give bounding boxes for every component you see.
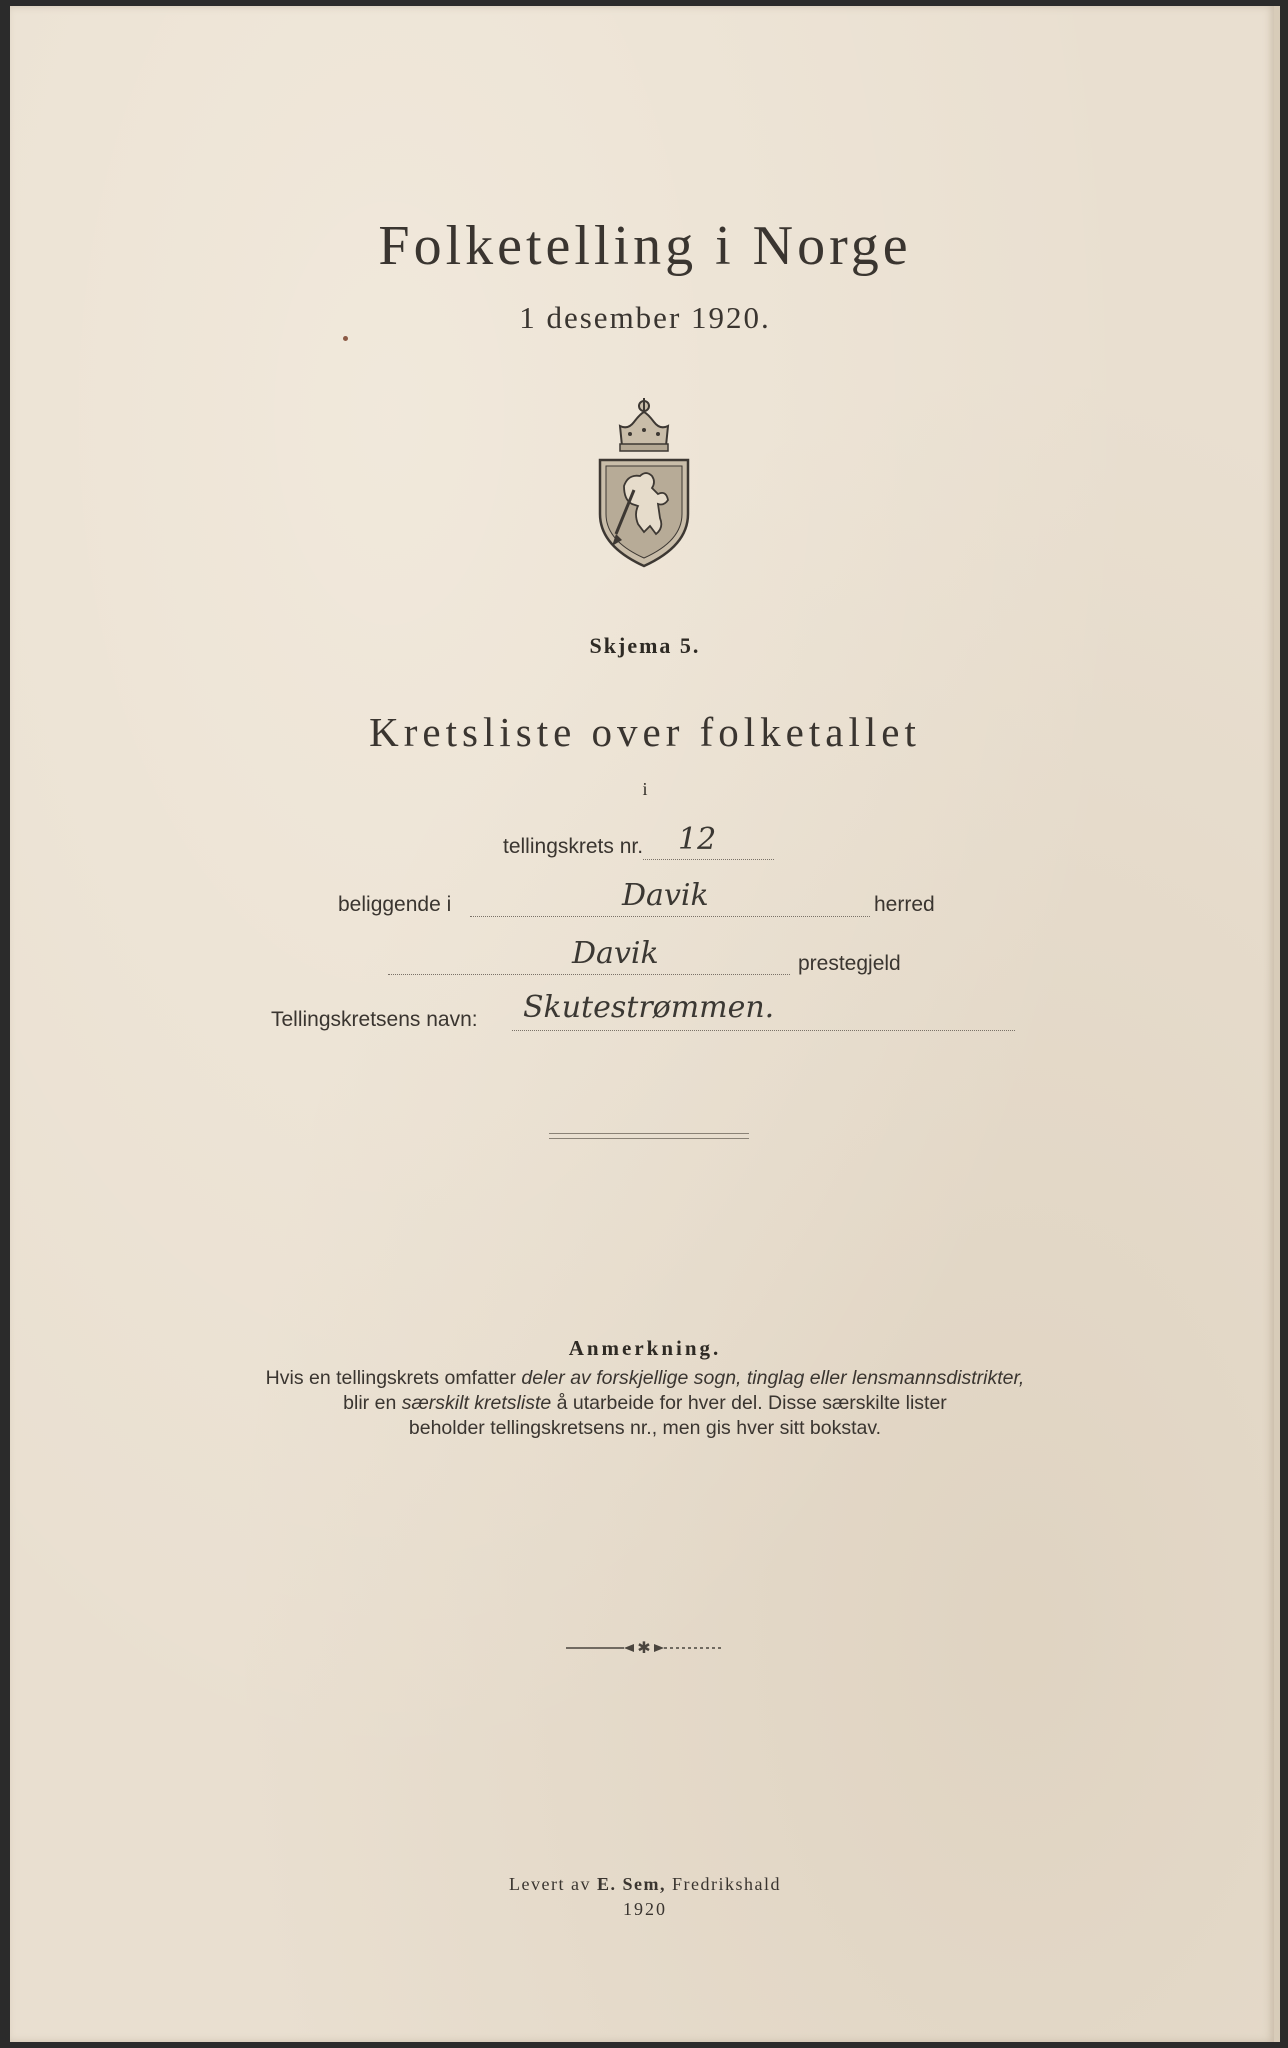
district-name-label: Tellingskretsens navn: (271, 1008, 478, 1031)
page-title: Folketelling i Norge (378, 215, 912, 277)
norwegian-coat-of-arms-icon (594, 394, 694, 570)
district-name-value: Skutestrømmen. (523, 990, 775, 1025)
form-heading: Kretsliste over folketallet (369, 709, 921, 755)
herred-label: herred (874, 893, 935, 916)
district-number-label: tellingskrets nr. (503, 835, 644, 858)
note-line-2: blir en særskilt kretsliste å utarbeide for hver del. Disse særskilte lister (343, 1392, 947, 1414)
district-name-line (512, 1030, 1015, 1031)
note-line-1: Hvis en tellingskrets omfatter deler av forskjellige sogn, tinglag eller lensmannsdistrikter, (265, 1367, 1025, 1389)
decorative-divider-icon (564, 1638, 724, 1658)
divider-rule (549, 1133, 749, 1134)
note-line-3: beholder tellingskretsens nr., men gis hver sitt bokstav. (408, 1417, 882, 1439)
district-number-value: 12 (678, 822, 717, 857)
schema-number: Skjema 5. (589, 633, 701, 658)
located-in-value: Davik (622, 878, 709, 913)
parish-value: Davik (572, 936, 659, 971)
paper-speck (343, 336, 348, 341)
printer-line: Levert av E. Sem, Fredrikshald (509, 1874, 781, 1894)
note-title: Anmerkning. (568, 1336, 722, 1360)
census-date: 1 desember 1920. (519, 300, 771, 335)
located-in-line (470, 916, 870, 917)
svg-text:✱: ✱ (637, 1638, 651, 1657)
census-form-page (10, 6, 1280, 2042)
parish-line (388, 974, 790, 975)
district-number-line (643, 859, 774, 860)
located-in-label: beliggende i (338, 893, 452, 916)
parish-label: prestegjeld (798, 952, 901, 975)
divider-rule-second (549, 1138, 749, 1139)
preposition-text: i (642, 779, 648, 799)
printer-year: 1920 (623, 1899, 667, 1919)
